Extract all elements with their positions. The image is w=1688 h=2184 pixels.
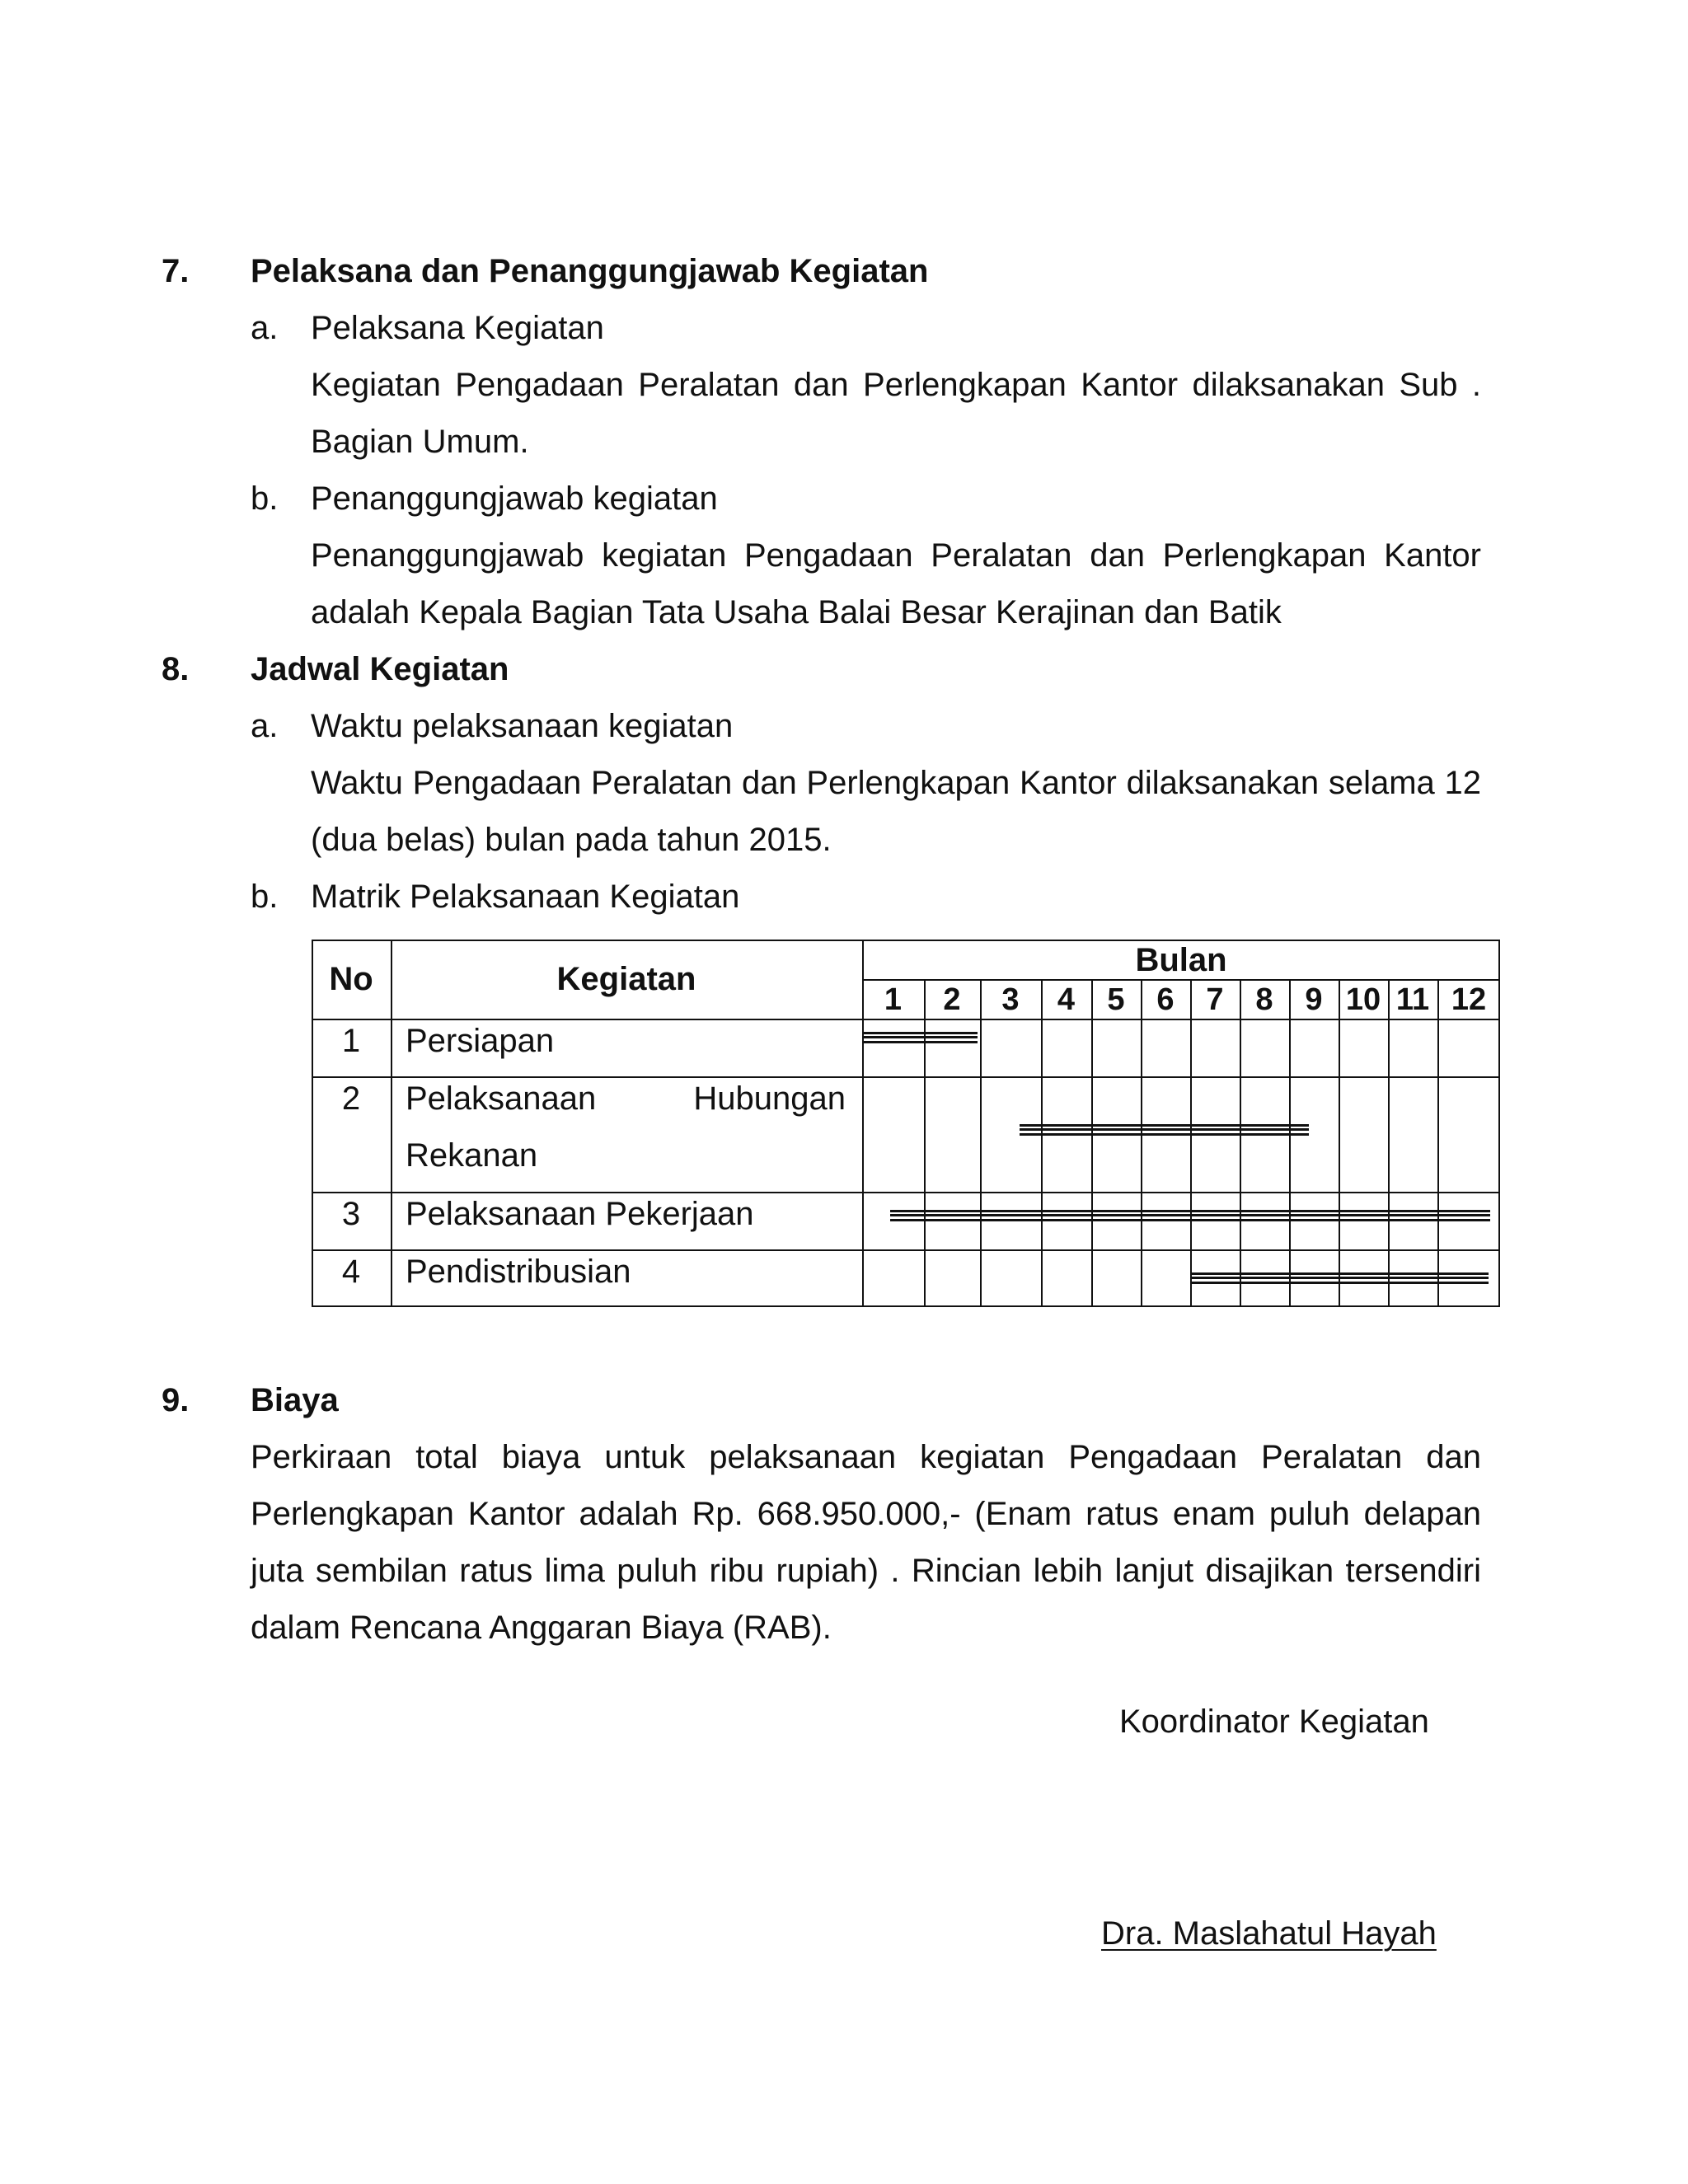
section-7a-text-line1: Kegiatan Pengadaan Peralatan dan Perlengkapan Kantor dilaksanakan Sub . (311, 367, 1481, 403)
bulan-divider (862, 979, 1500, 981)
header-no: No (329, 961, 373, 997)
month-divider-11 (1437, 979, 1439, 1307)
row-2-no: 2 (341, 1080, 361, 1117)
table-border-left (312, 940, 313, 1307)
section-9-text-line4: dalam Rencana Anggaran Biaya (RAB). (251, 1610, 832, 1646)
month-divider-5 (1141, 979, 1142, 1307)
col-divider-kegiatan (862, 940, 864, 1307)
schedule-bar-row-4 (1192, 1272, 1489, 1284)
row-divider-3 (312, 1192, 1500, 1193)
row-divider-2 (312, 1076, 1500, 1078)
section-8a-text-line2: (dua belas) bulan pada tahun 2015. (311, 822, 832, 858)
month-header-2: 2 (943, 982, 961, 1017)
month-divider-10 (1388, 979, 1390, 1307)
section-7b-label: b. (251, 480, 279, 517)
section-7a-label: a. (251, 310, 279, 346)
header-kegiatan: Kegiatan (556, 961, 696, 997)
month-header-10: 10 (1345, 982, 1381, 1017)
month-header-11: 11 (1395, 982, 1430, 1017)
section-7-number: 7. (162, 253, 190, 289)
schedule-bar-row-1 (864, 1032, 978, 1043)
month-header-7: 7 (1206, 982, 1224, 1017)
month-header-9: 9 (1305, 982, 1323, 1017)
month-divider-1 (924, 979, 926, 1307)
month-header-5: 5 (1107, 982, 1125, 1017)
section-9-text-line2: Perlengkapan Kantor adalah Rp. 668.950.000,- (Enam ratus enam puluh delapan (251, 1496, 1481, 1532)
month-divider-9 (1339, 979, 1340, 1307)
section-8-number: 8. (162, 651, 190, 687)
schedule-table (312, 940, 1500, 1307)
section-7-title: Pelaksana dan Penanggungjawab Kegiatan (251, 253, 929, 289)
month-header-12: 12 (1451, 982, 1487, 1017)
month-header-4: 4 (1057, 982, 1076, 1017)
section-8-title: Jadwal Kegiatan (251, 651, 509, 687)
row-4-no: 4 (341, 1254, 361, 1290)
row-2-kegiatan-line2: Rekanan (406, 1137, 538, 1174)
row-divider-4 (312, 1249, 1500, 1251)
section-7b-text-line1: Penanggungjawab kegiatan Pengadaan Peralatan dan Perlengkapan Kantor (311, 537, 1481, 574)
section-7a-title: Pelaksana Kegiatan (311, 310, 604, 346)
row-2-kegiatan: Pelaksanaan (406, 1080, 597, 1117)
header-bulan: Bulan (1135, 942, 1227, 978)
month-divider-7 (1240, 979, 1241, 1307)
section-7a-text-line2: Bagian Umum. (311, 424, 529, 460)
signature-role: Koordinator Kegiatan (1119, 1704, 1429, 1740)
table-border-top (312, 940, 1500, 941)
row-3-kegiatan: Pelaksanaan Pekerjaan (406, 1196, 754, 1232)
month-header-1: 1 (884, 982, 903, 1017)
month-divider-2 (980, 979, 982, 1307)
month-header-8: 8 (1255, 982, 1273, 1017)
section-9-text-line3: juta sembilan ratus lima puluh ribu rupiah) . Rincian lebih lanjut disajikan tersendiri (251, 1553, 1481, 1589)
section-7b-text-line2: adalah Kepala Bagian Tata Usaha Balai Besar Kerajinan dan Batik (311, 594, 1282, 630)
row-1-no: 1 (341, 1023, 361, 1059)
section-8a-title: Waktu pelaksanaan kegiatan (311, 708, 734, 744)
section-9-number: 9. (162, 1382, 190, 1418)
signature-name: Dra. Maslahatul Hayah (1101, 1915, 1437, 1952)
section-8a-label: a. (251, 708, 279, 744)
table-border-bottom (312, 1305, 1500, 1307)
month-divider-6 (1190, 979, 1192, 1307)
schedule-bar-row-2 (1020, 1124, 1309, 1136)
month-divider-3 (1041, 979, 1043, 1307)
section-8b-label: b. (251, 879, 279, 915)
col-divider-no (391, 940, 392, 1307)
section-8a-text-line1: Waktu Pengadaan Peralatan dan Perlengkapan Kantor dilaksanakan selama 12 (311, 765, 1481, 801)
table-border-right (1498, 940, 1500, 1307)
month-header-3: 3 (1001, 982, 1020, 1017)
section-7b-title: Penanggungjawab kegiatan (311, 480, 718, 517)
month-divider-8 (1289, 979, 1291, 1307)
row-3-no: 3 (341, 1196, 361, 1232)
section-9-title: Biaya (251, 1382, 339, 1418)
row-divider-1 (312, 1019, 1500, 1020)
section-8b-title: Matrik Pelaksanaan Kegiatan (311, 879, 740, 915)
schedule-bar-row-3 (890, 1210, 1490, 1221)
month-header-6: 6 (1156, 982, 1175, 1017)
month-divider-4 (1091, 979, 1093, 1307)
row-1-kegiatan: Persiapan (406, 1023, 555, 1059)
section-9-text-line1: Perkiraan total biaya untuk pelaksanaan kegiatan Pengadaan Peralatan dan (251, 1439, 1481, 1475)
row-4-kegiatan: Pendistribusian (406, 1254, 631, 1290)
row-2-kegiatan-right: Hubungan (693, 1080, 846, 1117)
